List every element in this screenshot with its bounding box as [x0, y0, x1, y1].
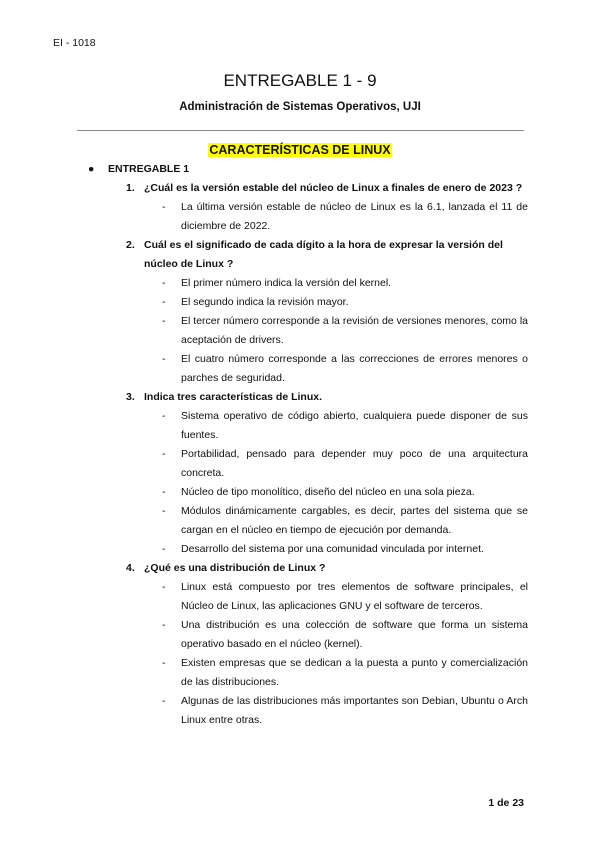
question-text: ¿Cuál es la versión estable del núcleo de Linux a finales de enero de 2023 ? [144, 182, 523, 194]
dash-marker: - [162, 505, 166, 517]
question-text: Indica tres características de Linux. [144, 391, 322, 403]
dash-marker: - [162, 448, 166, 460]
dash-marker: - [162, 543, 166, 555]
answer-item [0, 274, 600, 293]
dash-marker: - [162, 581, 166, 593]
answer-item [0, 692, 600, 730]
answer-item [0, 198, 600, 236]
bullet-item [0, 160, 600, 179]
answer-text: Módulos dinámicamente cargables, es decir, partes del sistema que se cargan en el núcleo en tiempo de ejecución por demanda. [181, 505, 528, 536]
question-item [0, 179, 600, 198]
question-number: 1. [126, 182, 135, 194]
dash-marker: - [162, 353, 166, 365]
answer-text: Algunas de las distribuciones más importantes son Debian, Ubuntu o Arch Linux entre otras. [181, 695, 528, 726]
section-heading [0, 141, 600, 159]
answer-item [0, 483, 600, 502]
bullet-icon: ● [88, 163, 95, 175]
answer-text: El segundo indica la revisión mayor. [181, 296, 349, 308]
page-number: 1 de 23 [488, 797, 524, 809]
dash-marker: - [162, 410, 166, 422]
question-text: ¿Qué es una distribución de Linux ? [144, 562, 326, 574]
document-code: EI - 1018 [53, 37, 96, 49]
answer-item [0, 654, 600, 692]
answer-text: Núcleo de tipo monolítico, diseño del núcleo en una sola pieza. [181, 486, 475, 498]
question-number: 3. [126, 391, 135, 403]
question-list [0, 179, 600, 730]
section-heading-text: CARACTERÍSTICAS DE LINUX [209, 143, 391, 157]
answer-item [0, 578, 600, 616]
answer-text: El primer número indica la versión del kernel. [181, 277, 392, 289]
answer-item [0, 502, 600, 540]
answer-item [0, 540, 600, 559]
dash-marker: - [162, 315, 166, 327]
dash-marker: - [162, 657, 166, 669]
dash-marker: - [162, 486, 166, 498]
question-number: 4. [126, 562, 135, 574]
answer-text: Una distribución es una colección de software que forma un sistema operativo basado en el núcleo (kernel). [181, 619, 528, 650]
dash-marker: - [162, 201, 166, 213]
document-body [0, 160, 600, 730]
answer-text: Desarrollo del sistema por una comunidad vinculada por internet. [181, 543, 484, 555]
answer-item [0, 616, 600, 654]
document-title: ENTREGABLE 1 - 9 [223, 71, 377, 90]
answer-item [0, 445, 600, 483]
answer-text: Linux está compuesto por tres elementos de software principales, el Núcleo de Linux, las aplicaciones GNU y el software de terceros. [181, 581, 528, 612]
question-number: 2. [126, 239, 135, 251]
document-subtitle: Administración de Sistemas Operativos, UJI [179, 101, 421, 113]
bullet-label: ENTREGABLE 1 [108, 163, 190, 175]
question-item [0, 388, 600, 407]
answer-item [0, 350, 600, 388]
dash-marker: - [162, 296, 166, 308]
answer-item [0, 407, 600, 445]
answer-text: La última versión estable de núcleo de Linux es la 6.1, lanzada el 11 de diciembre de 2022. [181, 201, 528, 232]
question-item [0, 236, 600, 274]
answer-text: Existen empresas que se dedican a la puesta a punto y comercialización de las distribuciones. [181, 657, 528, 688]
question-item [0, 559, 600, 578]
question-text: Cuál es el significado de cada dígito a la hora de expresar la versión del núcleo de Linux ? [144, 239, 503, 270]
dash-marker: - [162, 695, 166, 707]
answer-item [0, 293, 600, 312]
answer-text: Portabilidad, pensado para depender muy poco de una arquitectura concreta. [181, 448, 528, 479]
answer-item [0, 312, 600, 350]
answer-text: Sistema operativo de código abierto, cualquiera puede disponer de sus fuentes. [181, 410, 528, 441]
dash-marker: - [162, 277, 166, 289]
divider [77, 130, 524, 131]
dash-marker: - [162, 619, 166, 631]
answer-text: El tercer número corresponde a la revisión de versiones menores, como la aceptación de drivers. [181, 315, 528, 346]
answer-text: El cuatro número corresponde a las correcciones de errores menores o parches de seguridad. [181, 353, 528, 384]
